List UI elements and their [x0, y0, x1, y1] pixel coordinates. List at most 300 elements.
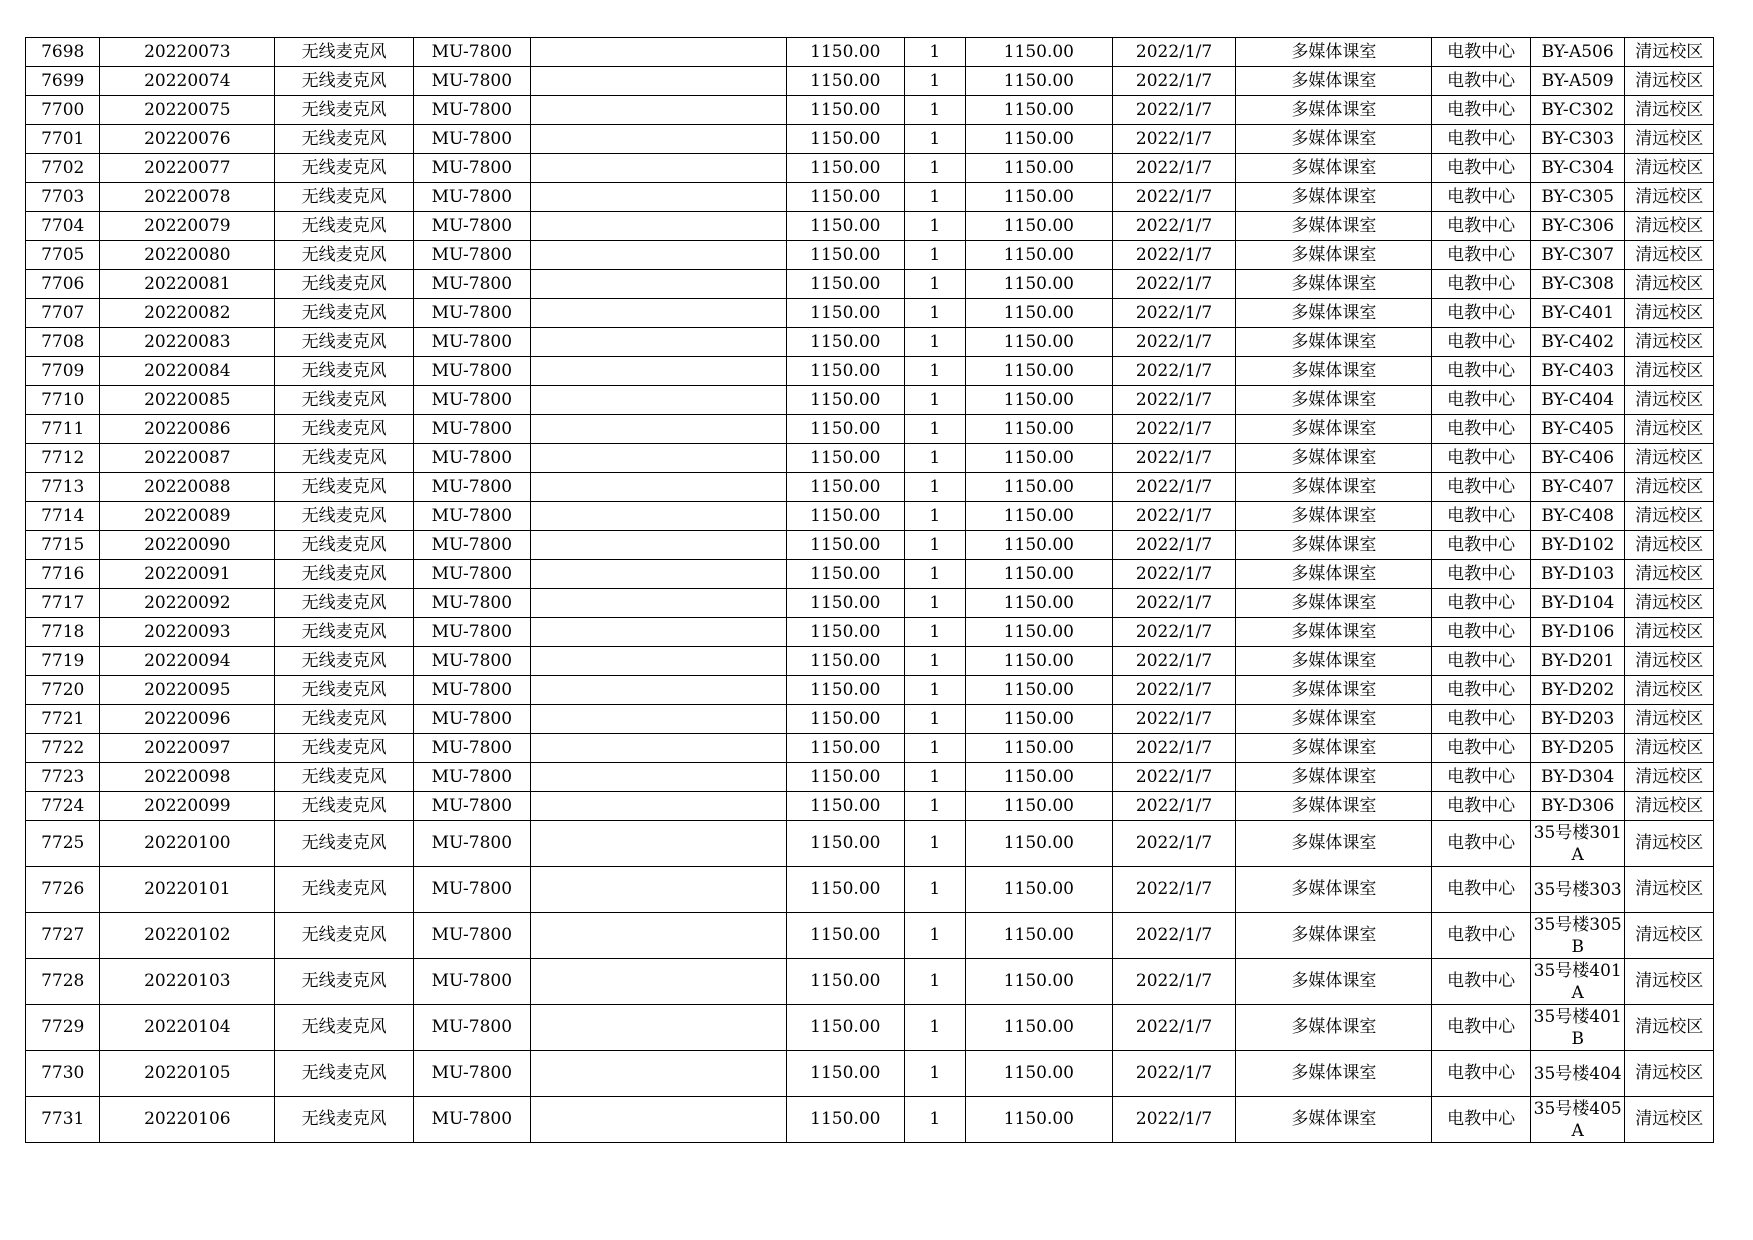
purchase-date-cell: 2022/1/7	[1112, 473, 1236, 502]
table-row	[26, 415, 1714, 444]
campus-cell: 清远校区	[1625, 444, 1714, 473]
amount-cell: 1150.00	[965, 913, 1112, 959]
location-cell: 35号楼401B	[1530, 1005, 1625, 1051]
quantity-cell: 1	[904, 734, 965, 763]
row-number-cell: 7728	[26, 959, 100, 1005]
asset-name-cell: 无线麦克风	[275, 183, 414, 212]
usage-cell: 多媒体课室	[1236, 415, 1432, 444]
spec-cell	[530, 241, 786, 270]
row-number-cell: 7705	[26, 241, 100, 270]
location-cell: BY-A509	[1530, 67, 1625, 96]
quantity-cell: 1	[904, 96, 965, 125]
department-cell: 电教中心	[1432, 913, 1531, 959]
usage-cell: 多媒体课室	[1236, 560, 1432, 589]
asset-code-cell: 20220099	[100, 792, 275, 821]
row-number-cell: 7719	[26, 647, 100, 676]
row-number-cell: 7707	[26, 299, 100, 328]
asset-name-cell: 无线麦克风	[275, 386, 414, 415]
quantity-cell: 1	[904, 67, 965, 96]
purchase-date-cell: 2022/1/7	[1112, 299, 1236, 328]
row-number-cell: 7727	[26, 913, 100, 959]
campus-cell: 清远校区	[1625, 792, 1714, 821]
department-cell: 电教中心	[1432, 38, 1531, 67]
location-cell: BY-D201	[1530, 647, 1625, 676]
model-cell: MU-7800	[414, 1051, 531, 1097]
amount-cell: 1150.00	[965, 299, 1112, 328]
asset-code-cell: 20220081	[100, 270, 275, 299]
location-cell: BY-D102	[1530, 531, 1625, 560]
usage-cell: 多媒体课室	[1236, 1051, 1432, 1097]
usage-cell: 多媒体课室	[1236, 1097, 1432, 1143]
row-number-cell: 7731	[26, 1097, 100, 1143]
location-cell: BY-C401	[1530, 299, 1625, 328]
row-number-cell: 7706	[26, 270, 100, 299]
department-cell: 电教中心	[1432, 734, 1531, 763]
model-cell: MU-7800	[414, 1005, 531, 1051]
spec-cell	[530, 792, 786, 821]
purchase-date-cell: 2022/1/7	[1112, 821, 1236, 867]
amount-cell: 1150.00	[965, 705, 1112, 734]
asset-name-cell: 无线麦克风	[275, 125, 414, 154]
quantity-cell: 1	[904, 415, 965, 444]
purchase-date-cell: 2022/1/7	[1112, 386, 1236, 415]
usage-cell: 多媒体课室	[1236, 241, 1432, 270]
amount-cell: 1150.00	[965, 1051, 1112, 1097]
purchase-date-cell: 2022/1/7	[1112, 270, 1236, 299]
asset-code-cell: 20220105	[100, 1051, 275, 1097]
location-cell: BY-C405	[1530, 415, 1625, 444]
department-cell: 电教中心	[1432, 415, 1531, 444]
unit-price-cell: 1150.00	[787, 154, 905, 183]
usage-cell: 多媒体课室	[1236, 502, 1432, 531]
quantity-cell: 1	[904, 589, 965, 618]
amount-cell: 1150.00	[965, 415, 1112, 444]
location-cell: BY-C304	[1530, 154, 1625, 183]
row-number-cell: 7725	[26, 821, 100, 867]
quantity-cell: 1	[904, 618, 965, 647]
table-row	[26, 734, 1714, 763]
unit-price-cell: 1150.00	[787, 792, 905, 821]
row-number-cell: 7704	[26, 212, 100, 241]
usage-cell: 多媒体课室	[1236, 792, 1432, 821]
table-body	[26, 38, 1714, 1143]
row-number-cell: 7722	[26, 734, 100, 763]
table-row	[26, 589, 1714, 618]
asset-code-cell: 20220096	[100, 705, 275, 734]
location-cell: BY-D104	[1530, 589, 1625, 618]
spec-cell	[530, 38, 786, 67]
purchase-date-cell: 2022/1/7	[1112, 1097, 1236, 1143]
unit-price-cell: 1150.00	[787, 67, 905, 96]
model-cell: MU-7800	[414, 792, 531, 821]
asset-name-cell: 无线麦克风	[275, 560, 414, 589]
campus-cell: 清远校区	[1625, 959, 1714, 1005]
quantity-cell: 1	[904, 1005, 965, 1051]
spec-cell	[530, 386, 786, 415]
purchase-date-cell: 2022/1/7	[1112, 589, 1236, 618]
purchase-date-cell: 2022/1/7	[1112, 647, 1236, 676]
campus-cell: 清远校区	[1625, 734, 1714, 763]
spec-cell	[530, 299, 786, 328]
spec-cell	[530, 705, 786, 734]
model-cell: MU-7800	[414, 386, 531, 415]
model-cell: MU-7800	[414, 763, 531, 792]
model-cell: MU-7800	[414, 473, 531, 502]
amount-cell: 1150.00	[965, 357, 1112, 386]
unit-price-cell: 1150.00	[787, 415, 905, 444]
campus-cell: 清远校区	[1625, 1097, 1714, 1143]
model-cell: MU-7800	[414, 560, 531, 589]
usage-cell: 多媒体课室	[1236, 618, 1432, 647]
table-row	[26, 183, 1714, 212]
row-number-cell: 7711	[26, 415, 100, 444]
amount-cell: 1150.00	[965, 96, 1112, 125]
table-row	[26, 647, 1714, 676]
table-row	[26, 913, 1714, 959]
unit-price-cell: 1150.00	[787, 212, 905, 241]
purchase-date-cell: 2022/1/7	[1112, 1051, 1236, 1097]
asset-name-cell: 无线麦克风	[275, 913, 414, 959]
campus-cell: 清远校区	[1625, 913, 1714, 959]
unit-price-cell: 1150.00	[787, 502, 905, 531]
spec-cell	[530, 589, 786, 618]
table-row	[26, 531, 1714, 560]
usage-cell: 多媒体课室	[1236, 357, 1432, 386]
department-cell: 电教中心	[1432, 1051, 1531, 1097]
asset-name-cell: 无线麦克风	[275, 154, 414, 183]
asset-name-cell: 无线麦克风	[275, 959, 414, 1005]
quantity-cell: 1	[904, 444, 965, 473]
unit-price-cell: 1150.00	[787, 241, 905, 270]
location-cell: BY-D304	[1530, 763, 1625, 792]
model-cell: MU-7800	[414, 618, 531, 647]
asset-name-cell: 无线麦克风	[275, 763, 414, 792]
asset-name-cell: 无线麦克风	[275, 212, 414, 241]
location-cell: BY-D203	[1530, 705, 1625, 734]
unit-price-cell: 1150.00	[787, 618, 905, 647]
model-cell: MU-7800	[414, 38, 531, 67]
department-cell: 电教中心	[1432, 1097, 1531, 1143]
asset-code-cell: 20220095	[100, 676, 275, 705]
campus-cell: 清远校区	[1625, 1051, 1714, 1097]
model-cell: MU-7800	[414, 328, 531, 357]
amount-cell: 1150.00	[965, 386, 1112, 415]
asset-code-cell: 20220073	[100, 38, 275, 67]
amount-cell: 1150.00	[965, 821, 1112, 867]
amount-cell: 1150.00	[965, 212, 1112, 241]
campus-cell: 清远校区	[1625, 212, 1714, 241]
department-cell: 电教中心	[1432, 154, 1531, 183]
table-row	[26, 618, 1714, 647]
usage-cell: 多媒体课室	[1236, 473, 1432, 502]
row-number-cell: 7702	[26, 154, 100, 183]
quantity-cell: 1	[904, 299, 965, 328]
spec-cell	[530, 560, 786, 589]
asset-code-cell: 20220074	[100, 67, 275, 96]
model-cell: MU-7800	[414, 647, 531, 676]
department-cell: 电教中心	[1432, 647, 1531, 676]
asset-code-cell: 20220078	[100, 183, 275, 212]
amount-cell: 1150.00	[965, 959, 1112, 1005]
spec-cell	[530, 473, 786, 502]
asset-name-cell: 无线麦克风	[275, 1097, 414, 1143]
amount-cell: 1150.00	[965, 67, 1112, 96]
campus-cell: 清远校区	[1625, 473, 1714, 502]
amount-cell: 1150.00	[965, 1005, 1112, 1051]
spec-cell	[530, 415, 786, 444]
unit-price-cell: 1150.00	[787, 125, 905, 154]
asset-name-cell: 无线麦克风	[275, 589, 414, 618]
department-cell: 电教中心	[1432, 618, 1531, 647]
purchase-date-cell: 2022/1/7	[1112, 444, 1236, 473]
spec-cell	[530, 444, 786, 473]
unit-price-cell: 1150.00	[787, 867, 905, 913]
model-cell: MU-7800	[414, 821, 531, 867]
table-row	[26, 67, 1714, 96]
purchase-date-cell: 2022/1/7	[1112, 357, 1236, 386]
purchase-date-cell: 2022/1/7	[1112, 913, 1236, 959]
campus-cell: 清远校区	[1625, 415, 1714, 444]
spec-cell	[530, 821, 786, 867]
unit-price-cell: 1150.00	[787, 357, 905, 386]
usage-cell: 多媒体课室	[1236, 959, 1432, 1005]
usage-cell: 多媒体课室	[1236, 913, 1432, 959]
asset-name-cell: 无线麦克风	[275, 38, 414, 67]
unit-price-cell: 1150.00	[787, 676, 905, 705]
campus-cell: 清远校区	[1625, 763, 1714, 792]
unit-price-cell: 1150.00	[787, 386, 905, 415]
row-number-cell: 7715	[26, 531, 100, 560]
department-cell: 电教中心	[1432, 125, 1531, 154]
model-cell: MU-7800	[414, 734, 531, 763]
row-number-cell: 7716	[26, 560, 100, 589]
spec-cell	[530, 67, 786, 96]
quantity-cell: 1	[904, 763, 965, 792]
model-cell: MU-7800	[414, 913, 531, 959]
quantity-cell: 1	[904, 1097, 965, 1143]
purchase-date-cell: 2022/1/7	[1112, 125, 1236, 154]
table-row	[26, 473, 1714, 502]
asset-code-cell: 20220094	[100, 647, 275, 676]
quantity-cell: 1	[904, 183, 965, 212]
unit-price-cell: 1150.00	[787, 1097, 905, 1143]
campus-cell: 清远校区	[1625, 386, 1714, 415]
campus-cell: 清远校区	[1625, 183, 1714, 212]
location-cell: 35号楼404	[1530, 1051, 1625, 1097]
location-cell: BY-C305	[1530, 183, 1625, 212]
usage-cell: 多媒体课室	[1236, 705, 1432, 734]
department-cell: 电教中心	[1432, 705, 1531, 734]
usage-cell: 多媒体课室	[1236, 734, 1432, 763]
purchase-date-cell: 2022/1/7	[1112, 531, 1236, 560]
usage-cell: 多媒体课室	[1236, 1005, 1432, 1051]
quantity-cell: 1	[904, 821, 965, 867]
asset-name-cell: 无线麦克风	[275, 357, 414, 386]
department-cell: 电教中心	[1432, 67, 1531, 96]
purchase-date-cell: 2022/1/7	[1112, 705, 1236, 734]
department-cell: 电教中心	[1432, 270, 1531, 299]
amount-cell: 1150.00	[965, 328, 1112, 357]
location-cell: BY-C403	[1530, 357, 1625, 386]
asset-code-cell: 20220082	[100, 299, 275, 328]
department-cell: 电教中心	[1432, 792, 1531, 821]
model-cell: MU-7800	[414, 183, 531, 212]
campus-cell: 清远校区	[1625, 241, 1714, 270]
purchase-date-cell: 2022/1/7	[1112, 1005, 1236, 1051]
campus-cell: 清远校区	[1625, 618, 1714, 647]
spec-cell	[530, 270, 786, 299]
department-cell: 电教中心	[1432, 821, 1531, 867]
asset-code-cell: 20220087	[100, 444, 275, 473]
quantity-cell: 1	[904, 357, 965, 386]
table-row	[26, 154, 1714, 183]
unit-price-cell: 1150.00	[787, 821, 905, 867]
department-cell: 电教中心	[1432, 357, 1531, 386]
quantity-cell: 1	[904, 867, 965, 913]
unit-price-cell: 1150.00	[787, 38, 905, 67]
amount-cell: 1150.00	[965, 502, 1112, 531]
campus-cell: 清远校区	[1625, 38, 1714, 67]
model-cell: MU-7800	[414, 676, 531, 705]
asset-code-cell: 20220092	[100, 589, 275, 618]
asset-code-cell: 20220101	[100, 867, 275, 913]
spec-cell	[530, 328, 786, 357]
asset-name-cell: 无线麦克风	[275, 473, 414, 502]
amount-cell: 1150.00	[965, 560, 1112, 589]
unit-price-cell: 1150.00	[787, 647, 905, 676]
spec-cell	[530, 1051, 786, 1097]
department-cell: 电教中心	[1432, 676, 1531, 705]
department-cell: 电教中心	[1432, 386, 1531, 415]
purchase-date-cell: 2022/1/7	[1112, 38, 1236, 67]
location-cell: 35号楼405A	[1530, 1097, 1625, 1143]
model-cell: MU-7800	[414, 270, 531, 299]
usage-cell: 多媒体课室	[1236, 270, 1432, 299]
asset-name-cell: 无线麦克风	[275, 647, 414, 676]
purchase-date-cell: 2022/1/7	[1112, 676, 1236, 705]
quantity-cell: 1	[904, 560, 965, 589]
campus-cell: 清远校区	[1625, 125, 1714, 154]
row-number-cell: 7723	[26, 763, 100, 792]
campus-cell: 清远校区	[1625, 96, 1714, 125]
amount-cell: 1150.00	[965, 183, 1112, 212]
table-row	[26, 502, 1714, 531]
amount-cell: 1150.00	[965, 531, 1112, 560]
table-row	[26, 241, 1714, 270]
campus-cell: 清远校区	[1625, 502, 1714, 531]
asset-name-cell: 无线麦克风	[275, 241, 414, 270]
model-cell: MU-7800	[414, 212, 531, 241]
quantity-cell: 1	[904, 241, 965, 270]
row-number-cell: 7730	[26, 1051, 100, 1097]
asset-code-cell: 20220104	[100, 1005, 275, 1051]
model-cell: MU-7800	[414, 502, 531, 531]
spec-cell	[530, 183, 786, 212]
table-row	[26, 299, 1714, 328]
department-cell: 电教中心	[1432, 867, 1531, 913]
purchase-date-cell: 2022/1/7	[1112, 415, 1236, 444]
row-number-cell: 7717	[26, 589, 100, 618]
asset-name-cell: 无线麦克风	[275, 502, 414, 531]
asset-code-cell: 20220075	[100, 96, 275, 125]
usage-cell: 多媒体课室	[1236, 212, 1432, 241]
amount-cell: 1150.00	[965, 270, 1112, 299]
table-row	[26, 959, 1714, 1005]
purchase-date-cell: 2022/1/7	[1112, 154, 1236, 183]
usage-cell: 多媒体课室	[1236, 763, 1432, 792]
quantity-cell: 1	[904, 705, 965, 734]
usage-cell: 多媒体课室	[1236, 328, 1432, 357]
department-cell: 电教中心	[1432, 241, 1531, 270]
row-number-cell: 7721	[26, 705, 100, 734]
amount-cell: 1150.00	[965, 676, 1112, 705]
model-cell: MU-7800	[414, 125, 531, 154]
department-cell: 电教中心	[1432, 959, 1531, 1005]
unit-price-cell: 1150.00	[787, 270, 905, 299]
amount-cell: 1150.00	[965, 1097, 1112, 1143]
model-cell: MU-7800	[414, 241, 531, 270]
spec-cell	[530, 913, 786, 959]
amount-cell: 1150.00	[965, 473, 1112, 502]
campus-cell: 清远校区	[1625, 821, 1714, 867]
purchase-date-cell: 2022/1/7	[1112, 241, 1236, 270]
location-cell: BY-D106	[1530, 618, 1625, 647]
department-cell: 电教中心	[1432, 1005, 1531, 1051]
amount-cell: 1150.00	[965, 792, 1112, 821]
department-cell: 电教中心	[1432, 444, 1531, 473]
quantity-cell: 1	[904, 792, 965, 821]
department-cell: 电教中心	[1432, 502, 1531, 531]
table-row	[26, 1097, 1714, 1143]
location-cell: BY-D202	[1530, 676, 1625, 705]
model-cell: MU-7800	[414, 299, 531, 328]
unit-price-cell: 1150.00	[787, 299, 905, 328]
model-cell: MU-7800	[414, 415, 531, 444]
unit-price-cell: 1150.00	[787, 444, 905, 473]
asset-name-cell: 无线麦克风	[275, 531, 414, 560]
model-cell: MU-7800	[414, 959, 531, 1005]
purchase-date-cell: 2022/1/7	[1112, 734, 1236, 763]
row-number-cell: 7713	[26, 473, 100, 502]
unit-price-cell: 1150.00	[787, 734, 905, 763]
quantity-cell: 1	[904, 328, 965, 357]
asset-name-cell: 无线麦克风	[275, 792, 414, 821]
purchase-date-cell: 2022/1/7	[1112, 867, 1236, 913]
table-row	[26, 357, 1714, 386]
table-row	[26, 1005, 1714, 1051]
department-cell: 电教中心	[1432, 589, 1531, 618]
asset-name-cell: 无线麦克风	[275, 867, 414, 913]
model-cell: MU-7800	[414, 154, 531, 183]
model-cell: MU-7800	[414, 96, 531, 125]
table-row	[26, 867, 1714, 913]
asset-code-cell: 20220093	[100, 618, 275, 647]
table-row	[26, 792, 1714, 821]
spec-cell	[530, 1097, 786, 1143]
row-number-cell: 7712	[26, 444, 100, 473]
location-cell: 35号楼301A	[1530, 821, 1625, 867]
purchase-date-cell: 2022/1/7	[1112, 560, 1236, 589]
asset-code-cell: 20220079	[100, 212, 275, 241]
asset-code-cell: 20220103	[100, 959, 275, 1005]
quantity-cell: 1	[904, 531, 965, 560]
table-row	[26, 676, 1714, 705]
location-cell: BY-D306	[1530, 792, 1625, 821]
asset-name-cell: 无线麦克风	[275, 270, 414, 299]
asset-code-cell: 20220091	[100, 560, 275, 589]
row-number-cell: 7718	[26, 618, 100, 647]
location-cell: BY-C302	[1530, 96, 1625, 125]
